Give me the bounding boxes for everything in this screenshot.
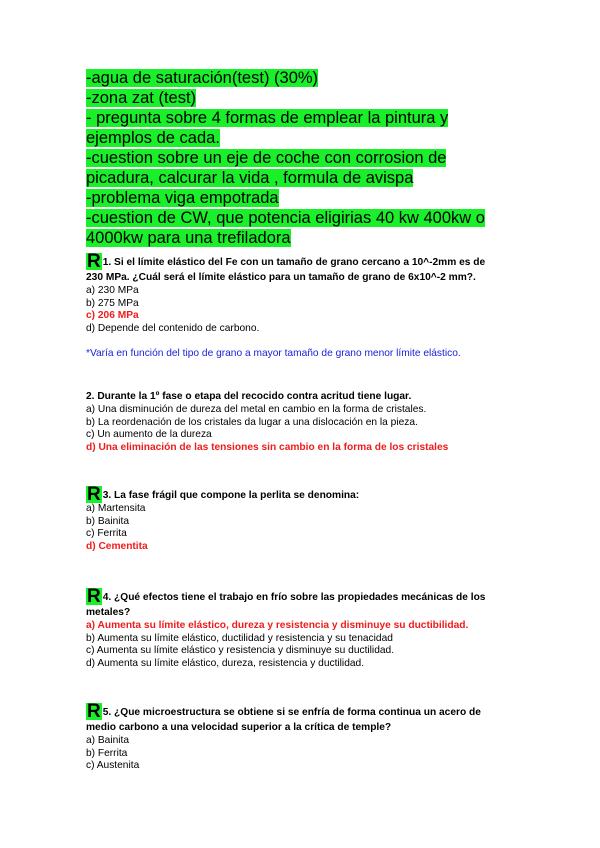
- note-line: 4000kw para una trefiladora: [86, 229, 291, 247]
- option-b: b) Bainita: [86, 515, 130, 527]
- exam-notes: [86, 68, 516, 248]
- option-c-correct: c) 206 MPa: [86, 310, 139, 321]
- question-title-cont: 230 MPa. ¿Cuál será el límite elástico para un tamaño de grano de 6x10^-2 mm?.: [86, 272, 476, 283]
- option-b: b) Ferrita: [86, 747, 128, 759]
- answer-mark: R: [87, 484, 101, 505]
- note-line: -problema viga empotrada: [86, 189, 279, 207]
- question-2: [86, 389, 516, 454]
- option-d-correct: d) Una eliminación de las tensiones sin cambio en la forma de los cristales: [86, 441, 449, 453]
- question-title-cont: metales?: [86, 607, 131, 618]
- note-line: -cuestion sobre un eje de coche con corrosion de: [86, 149, 447, 167]
- note-line: -agua de saturación(test) (30%): [86, 69, 319, 87]
- explanation-note: *Varía en función del tipo de grano a mayor tamaño de grano menor límite elástico.: [86, 348, 461, 359]
- option-b: b) 275 MPa: [86, 297, 139, 309]
- option-c: c) Un aumento de la dureza: [86, 429, 212, 440]
- option-c: c) Ferrita: [86, 528, 127, 539]
- option-c: c) Austenita: [86, 760, 140, 771]
- question-1: [86, 253, 516, 360]
- question-5: [86, 703, 516, 773]
- option-b: b) Aumenta su límite elástico, ductilidad y resistencia y su tenacidad: [86, 632, 393, 644]
- question-3: [86, 486, 516, 553]
- question-title: 2. Durante la 1º fase o etapa del recocido contra acritud tiene lugar.: [86, 391, 412, 402]
- note-line: ejemplos de cada.: [86, 129, 220, 147]
- option-a-correct: a) Aumenta su límite elástico, dureza y resistencia y disminuye su ductibilidad.: [86, 620, 469, 631]
- question-title: R 5. ¿Que microestructura se obtiene si se enfría de forma continua un acero de: [87, 701, 481, 722]
- answer-mark: R: [87, 251, 101, 272]
- option-b: b) La reordenación de los cristales da lugar a una dislocación en la pieza.: [86, 416, 418, 428]
- note-line: picadura, calcurar la vida , formula de avispa: [86, 169, 414, 187]
- answer-mark: R: [87, 701, 101, 722]
- question-4: [86, 588, 516, 670]
- question-title-cont: medio carbono a una velocidad superior a la crítica de temple?: [86, 722, 392, 733]
- option-a: a) 230 MPa: [86, 285, 139, 296]
- answer-mark: R: [87, 586, 101, 607]
- question-title: R 3. La fase frágil que compone la perlita se denomina:: [87, 484, 360, 505]
- note-line: -cuestion de CW, que potencia eligirias 40 kw 400kw o: [86, 209, 485, 227]
- option-d: d) Aumenta su límite elástico, dureza, resistencia y ductilidad.: [86, 657, 365, 669]
- option-a: a) Una disminución de dureza del metal en cambio en la forma de cristales.: [86, 404, 427, 415]
- option-d: d) Depende del contenido de carbono.: [86, 322, 260, 334]
- option-c: c) Aumenta su límite elástico y resistencia y disminuye su ductilidad.: [86, 645, 395, 656]
- question-title: R 4. ¿Qué efectos tiene el trabajo en frío sobre las propiedades mecánicas de los: [87, 586, 486, 607]
- option-a: a) Bainita: [86, 735, 130, 746]
- note-line: -zona zat (test): [86, 89, 197, 107]
- note-line: - pregunta sobre 4 formas de emplear la pintura y: [86, 109, 449, 127]
- option-d-correct: d) Cementita: [86, 540, 148, 552]
- option-a: a) Martensita: [86, 503, 146, 514]
- question-title: R 1. Si el límite elástico del Fe con un tamaño de grano cercano a 10^-2mm es de: [87, 251, 486, 272]
